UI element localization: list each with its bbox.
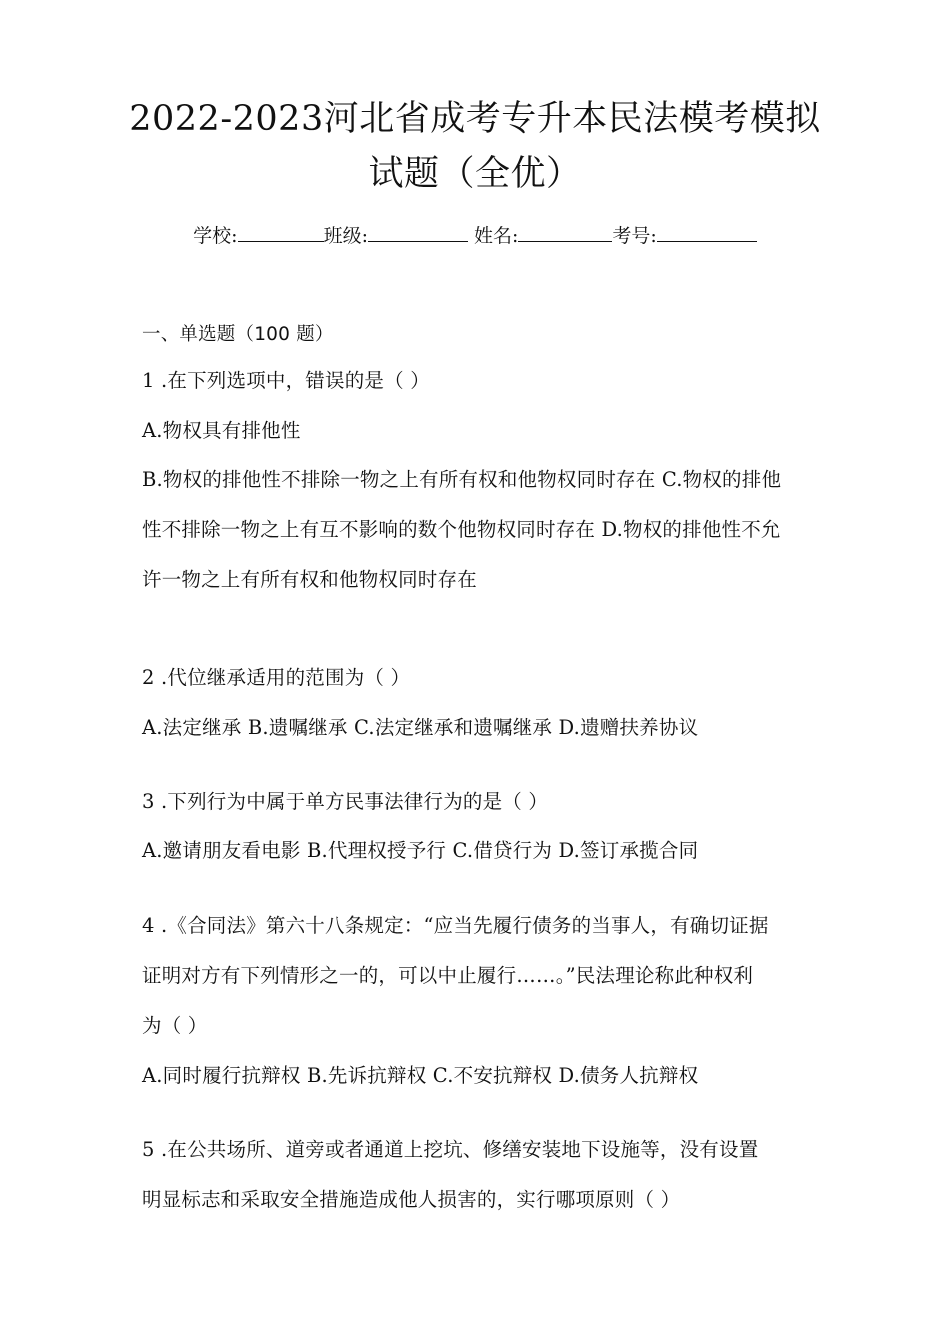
school-label: 学校: xyxy=(193,225,238,247)
q1-options-line-1: B.物权的排他性不排除一物之上有所有权和他物权同时存在 C.物权的排他 xyxy=(142,468,782,491)
section-heading: 一、单选题（100 题） xyxy=(142,324,334,345)
q2-options: A.法定继承 B.遗嘱继承 C.法定继承和遗嘱继承 D.遗赠扶养协议 xyxy=(142,716,699,739)
q3-options: A.邀请朋友看电影 B.代理权授予行 C.借贷行为 D.签订承揽合同 xyxy=(142,839,699,862)
q4-stem-line-3: 为（ ） xyxy=(142,1014,208,1037)
q1-stem: 1 .在下列选项中，错误的是（ ） xyxy=(142,369,430,392)
q5-stem-line-1: 5 .在公共场所、道旁或者通道上挖坑、修缮安装地下设施等，没有设置 xyxy=(142,1138,759,1161)
title-line-2: 试题（全优） xyxy=(368,154,582,194)
q3-stem: 3 .下列行为中属于单方民事法律行为的是（ ） xyxy=(142,790,549,813)
name-label: 姓名: xyxy=(474,225,519,247)
exam-no-blank xyxy=(657,225,757,242)
class-blank xyxy=(368,225,468,242)
student-info-row xyxy=(0,221,950,248)
class-label: 班级: xyxy=(323,225,368,247)
q4-stem-line-1: 4 .《合同法》第六十八条规定：“应当先履行债务的当事人，有确切证据 xyxy=(142,914,769,937)
q1-option-a: A.物权具有排他性 xyxy=(142,419,301,442)
q1-options-line-3: 许一物之上有所有权和他物权同时存在 xyxy=(142,568,477,591)
exam-no-label: 考号: xyxy=(612,225,657,247)
name-blank xyxy=(518,225,612,242)
document-title xyxy=(120,92,830,202)
q2-stem: 2 .代位继承适用的范围为（ ） xyxy=(142,666,411,689)
q4-options: A.同时履行抗辩权 B.先诉抗辩权 C.不安抗辩权 D.债务人抗辩权 xyxy=(142,1064,699,1087)
q1-options-line-2: 性不排除一物之上有互不影响的数个他物权同时存在 D.物权的排他性不允 xyxy=(142,518,781,541)
school-blank xyxy=(238,225,324,242)
title-line-1: 2022-2023河北省成考专升本民法模考模拟 xyxy=(129,99,821,139)
q5-stem-line-2: 明显标志和采取安全措施造成他人损害的，实行哪项原则（ ） xyxy=(142,1188,681,1211)
q4-stem-line-2: 证明对方有下列情形之一的，可以中止履行……。”民法理论称此种权利 xyxy=(142,964,754,987)
